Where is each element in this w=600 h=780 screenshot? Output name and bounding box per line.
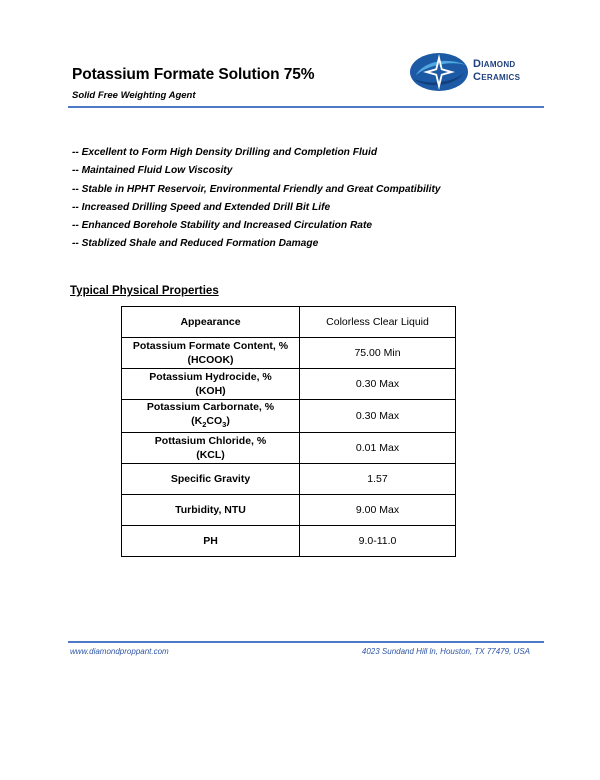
property-name-line: Potassium Hydrocide, %	[149, 371, 272, 383]
property-value: 1.57	[300, 464, 456, 495]
table-row	[122, 495, 456, 526]
feature-item: -- Increased Drilling Speed and Extended Drill Bit Life	[72, 201, 331, 213]
property-name: Turbidity, NTU	[122, 495, 300, 526]
table-row	[122, 307, 456, 338]
feature-item: -- Stablized Shale and Reduced Formation Damage	[72, 238, 319, 250]
property-formula: $(K_2CO_3)$	[191, 415, 230, 430]
feature-item: -- Stable in HPHT Reservoir, Environmental Friendly and Great Compatibility	[72, 183, 441, 195]
property-name	[122, 369, 300, 400]
footer-website: www.diamondproppant.com	[70, 647, 169, 656]
property-name	[122, 433, 300, 464]
property-formula: (HCOOK)	[187, 354, 234, 366]
properties-table	[121, 306, 456, 557]
logo-line-1: Diamond	[473, 58, 516, 70]
table-row	[122, 433, 456, 464]
property-name	[122, 338, 300, 369]
logo-wordmark	[473, 58, 520, 83]
property-value: 0.30 Max	[300, 369, 456, 400]
table-row	[122, 464, 456, 495]
feature-item: -- Excellent to Form High Density Drilling and Completion Fluid	[72, 147, 378, 158]
properties-section-title: Typical Physical Properties	[70, 285, 219, 297]
property-name-line: Potassium Carbornate, %	[146, 401, 275, 413]
property-name-line: Potassium Formate Content, %	[132, 340, 289, 352]
property-name: Appearance	[122, 307, 300, 338]
diamond-ceramics-logo-icon	[408, 51, 470, 93]
table-row	[122, 338, 456, 369]
formula-subscript: 2	[202, 420, 207, 430]
feature-item: -- Enhanced Borehole Stability and Increased Circulation Rate	[72, 220, 373, 232]
logo-line-2: Ceramics	[473, 70, 521, 83]
document-title: Potassium Formate Solution 75%	[72, 66, 315, 83]
document-subtitle: Solid Free Weighting Agent	[72, 90, 196, 101]
footer-divider	[68, 641, 544, 643]
formula-subscript: 3	[222, 420, 227, 430]
table-row	[122, 369, 456, 400]
property-value: 9.00 Max	[300, 495, 456, 526]
property-value: Colorless Clear Liquid	[300, 307, 456, 338]
property-name: Specific Gravity	[122, 464, 300, 495]
feature-list	[72, 144, 441, 254]
property-name: PH	[122, 526, 300, 557]
footer-address: 4023 Sundand Hill ln, Houston, TX 77479, USA	[361, 647, 530, 656]
property-value: 0.30 Max	[300, 400, 456, 433]
header-divider	[68, 106, 544, 108]
property-name	[122, 400, 300, 433]
property-formula: (KOH)	[195, 385, 226, 397]
property-value: 0.01 Max	[300, 433, 456, 464]
property-value: 9.0-11.0	[300, 526, 456, 557]
property-formula: (KCL)	[196, 449, 225, 462]
company-logo	[408, 51, 532, 93]
property-name-line: Pottasium Chloride, %	[154, 435, 267, 448]
property-value: 75.00 Min	[300, 338, 456, 369]
feature-item: -- Maintained Fluid Low Viscosity	[72, 165, 233, 177]
table-row	[122, 526, 456, 557]
table-row	[122, 400, 456, 433]
